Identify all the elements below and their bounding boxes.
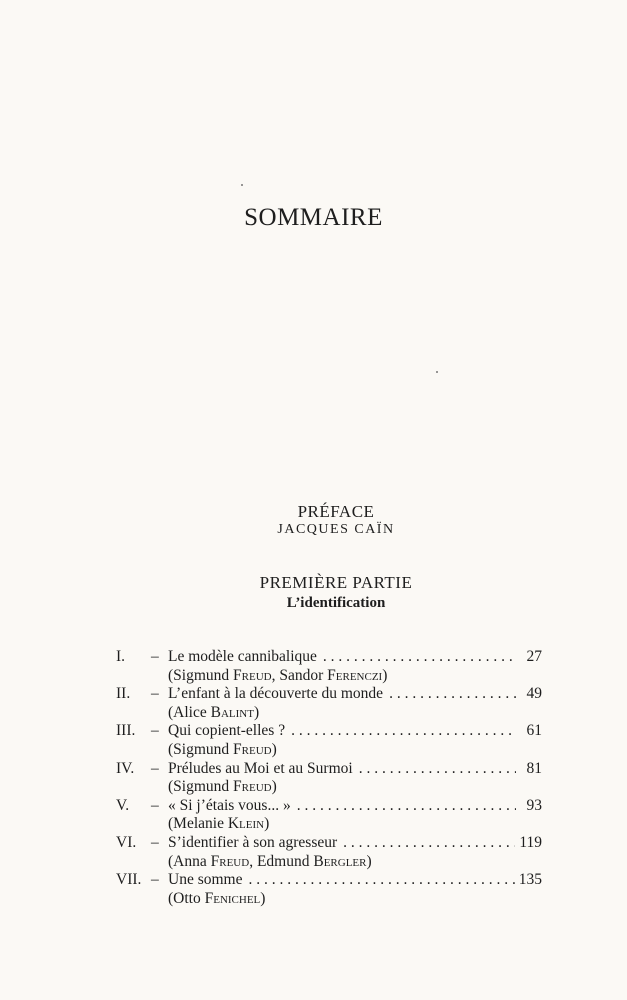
toc-line [116, 797, 542, 816]
preface-heading: PRÉFACE [297, 502, 375, 521]
author-last-name: Freud [233, 740, 272, 758]
author-last-name: Freud [210, 852, 250, 870]
page-number: 81 [526, 759, 542, 777]
toc-line [116, 648, 542, 667]
dot-leader [337, 834, 515, 853]
author-first-name: Sigmund [173, 666, 230, 684]
author-first-name: Sandor [279, 666, 324, 684]
chapter-title: Une somme [168, 871, 243, 889]
speck-mark [436, 371, 438, 373]
dot-leader [242, 871, 514, 890]
dash-separator: – [151, 759, 159, 777]
author-last-name: Klein [227, 815, 265, 833]
chapter-authors: (Sigmund Freud) [168, 778, 277, 796]
chapter-number: V. [116, 796, 130, 814]
author-last-name: Bergler [313, 852, 367, 870]
toc-entry [116, 871, 542, 908]
dash-separator: – [151, 833, 159, 851]
toc-line [116, 685, 542, 704]
dash-separator: – [151, 871, 159, 889]
author-first-name: Sigmund [173, 778, 230, 796]
chapter-authors: (Otto Fenichel) [168, 889, 266, 907]
page-title: SOMMAIRE [244, 204, 383, 231]
author-first-name: Anna [173, 852, 207, 870]
author-last-name: Balint [210, 703, 254, 721]
dot-leader [353, 760, 516, 779]
chapter-title: S’identifier à son agresseur [168, 833, 338, 851]
page-number: 135 [518, 871, 542, 889]
author-first-name: Alice [173, 703, 207, 721]
chapter-number: II. [116, 685, 131, 703]
chapter-number: III. [116, 722, 136, 740]
preface-author: JACQUES CAÏN [277, 522, 395, 537]
page-number: 27 [526, 648, 542, 665]
toc-line [116, 834, 542, 853]
chapter-title: Préludes au Moi et au Surmoi [168, 759, 353, 777]
author-first-name: Sigmund [173, 740, 230, 758]
speck-mark [241, 184, 243, 186]
dot-leader [291, 797, 516, 816]
page-number: 61 [526, 722, 542, 740]
chapter-authors: (Alice Balint) [168, 703, 260, 721]
toc-entry [116, 834, 542, 871]
chapter-title: « Si j’étais vous... » [168, 796, 291, 814]
chapter-authors: (Melanie Klein) [168, 815, 270, 833]
author-last-name: Ferenczi [327, 666, 383, 684]
chapter-title: L’enfant à la découverte du monde [168, 685, 384, 703]
author-last-name: Fenichel [204, 889, 261, 907]
chapter-title: Qui copient-elles ? [168, 722, 286, 740]
chapter-authors: (Sigmund Freud) [168, 740, 277, 758]
chapter-authors: (Sigmund Freud, Sandor Ferenczi) [168, 666, 388, 684]
dash-separator: – [151, 648, 159, 665]
chapter-authors: (Anna Freud, Edmund Bergler) [168, 852, 372, 870]
dash-separator: – [151, 796, 159, 814]
toc-line [116, 871, 542, 890]
author-first-name: Otto [173, 889, 201, 907]
toc-entry [116, 722, 542, 759]
dot-leader [383, 685, 516, 704]
toc-entry [116, 760, 542, 797]
chapter-number: VI. [116, 833, 137, 851]
author-last-name: Freud [233, 666, 272, 684]
dash-separator: – [151, 722, 159, 740]
dot-leader [285, 722, 516, 741]
toc-entry [116, 797, 542, 834]
toc-entry [116, 685, 542, 722]
table-of-contents [116, 648, 542, 908]
toc-entry [116, 648, 542, 685]
dash-separator: – [151, 685, 159, 703]
chapter-number: VII. [116, 871, 142, 889]
page-number: 49 [526, 685, 542, 703]
author-first-name: Edmund [256, 852, 310, 870]
part-title: L’identification [286, 595, 386, 611]
chapter-number: I. [116, 648, 126, 665]
page-number: 119 [519, 833, 542, 851]
dot-leader [317, 648, 516, 667]
chapter-title: Le modèle cannibalique [168, 648, 317, 665]
page-number: 93 [526, 796, 542, 814]
part-heading: PREMIÈRE PARTIE [259, 573, 413, 592]
toc-line [116, 722, 542, 741]
author-last-name: Freud [233, 778, 272, 796]
toc-line [116, 760, 542, 779]
chapter-number: IV. [116, 759, 135, 777]
author-first-name: Melanie [173, 815, 224, 833]
